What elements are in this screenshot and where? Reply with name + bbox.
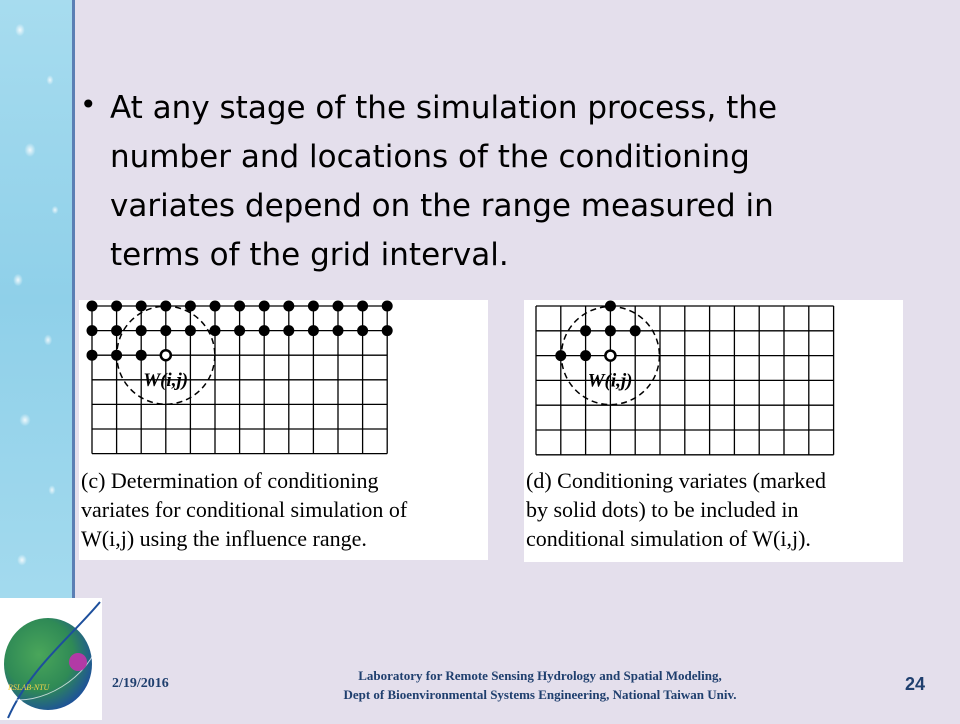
conditioning-dot [605, 325, 616, 336]
point-label: W(i,j) [143, 369, 189, 391]
figure-c-caption-line-3: W(i,j) using the influence range. [81, 526, 367, 551]
conditioning-dot [111, 301, 122, 312]
figure-d-caption [526, 466, 826, 553]
target-point [605, 351, 615, 361]
conditioning-dot [605, 301, 616, 312]
conditioning-dot [630, 325, 641, 336]
footer-lab-line-2: Dept of Bioenvironmental Systems Engineering, National Taiwan Univ. [343, 687, 737, 702]
figure-d-caption-line-2: by solid dots) to be included in [526, 497, 799, 522]
conditioning-dot [555, 350, 566, 361]
figure-c-grid [79, 300, 488, 460]
figure-c-caption-line-1: (c) Determination of conditioning [81, 468, 379, 493]
footer-lab-info [270, 666, 810, 704]
figure-d [524, 300, 903, 562]
conditioning-dot [234, 301, 245, 312]
page-number: 24 [905, 674, 926, 694]
conditioning-dot [580, 325, 591, 336]
conditioning-dot [333, 301, 344, 312]
conditioning-dot [111, 350, 122, 361]
conditioning-dot [333, 325, 344, 336]
bullet-text: At any stage of the simulation process, the number and locations of the conditioning variates depend on the range measured in terms of the grid interval. [110, 90, 778, 273]
conditioning-dot [259, 325, 270, 336]
bullet-marker: • [80, 88, 97, 121]
conditioning-dot [136, 350, 147, 361]
figure-d-grid [524, 300, 903, 460]
conditioning-dot [234, 325, 245, 336]
footer-date: 2/19/2016 [112, 676, 169, 691]
conditioning-dot [259, 301, 270, 312]
conditioning-dot [87, 301, 98, 312]
conditioning-dot [210, 325, 221, 336]
conditioning-dot [160, 301, 171, 312]
conditioning-dot [87, 325, 98, 336]
conditioning-dot [308, 301, 319, 312]
figure-d-caption-line-3: conditional simulation of W(i,j). [526, 526, 811, 551]
conditioning-dot [283, 325, 294, 336]
figure-c [79, 300, 488, 560]
conditioning-dot [160, 325, 171, 336]
conditioning-dot [111, 325, 122, 336]
conditioning-dot [382, 301, 393, 312]
conditioning-dot [210, 301, 221, 312]
lab-logo [0, 598, 102, 720]
conditioning-dot [185, 301, 196, 312]
conditioning-dot [136, 301, 147, 312]
footer-lab-line-1: Laboratory for Remote Sensing Hydrology and Spatial Modeling, [358, 668, 722, 683]
conditioning-dot [357, 325, 368, 336]
conditioning-dot [136, 325, 147, 336]
conditioning-dot [580, 350, 591, 361]
conditioning-dot [185, 325, 196, 336]
conditioning-dot [382, 325, 393, 336]
logo-text: RSLAB-NTU [8, 683, 50, 692]
conditioning-dot [283, 301, 294, 312]
conditioning-dot [87, 350, 98, 361]
figure-c-caption-line-2: variates for conditional simulation of [81, 497, 408, 522]
decorative-side-strip [0, 0, 75, 598]
conditioning-dot [308, 325, 319, 336]
target-point [161, 350, 171, 360]
figure-d-caption-line-1: (d) Conditioning variates (marked [526, 468, 826, 493]
conditioning-dot [357, 301, 368, 312]
bullet-point [80, 84, 860, 280]
point-label: W(i,j) [587, 370, 633, 392]
figure-c-caption [81, 466, 407, 553]
